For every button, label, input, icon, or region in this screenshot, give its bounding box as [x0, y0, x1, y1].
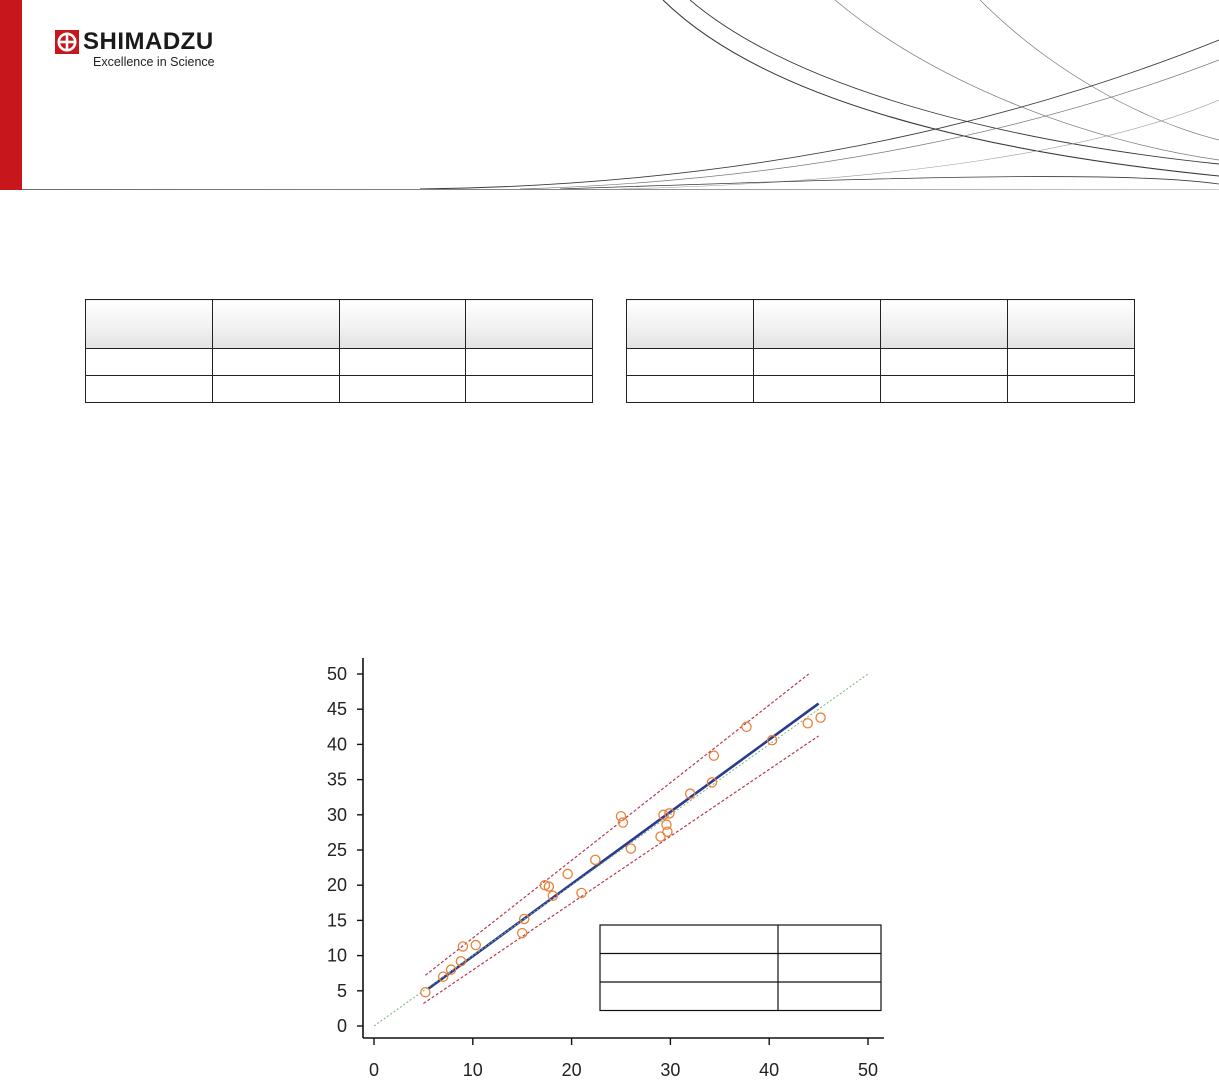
brand-tagline: Excellence in Science: [93, 55, 215, 69]
data-point: [816, 713, 825, 722]
y-tick-label: 10: [326, 945, 347, 966]
y-tick-label: 50: [326, 664, 347, 684]
y-tick-label: 30: [326, 804, 347, 825]
y-tick-label: 45: [326, 699, 347, 720]
x-tick-label: 30: [660, 1060, 681, 1080]
data-point: [626, 844, 635, 853]
data-point: [709, 751, 718, 760]
y-tick-label: 5: [336, 980, 347, 1001]
y-tick-label: 35: [326, 769, 347, 790]
x-tick-label: 50: [857, 1060, 879, 1080]
data-point: [616, 812, 625, 821]
data-point: [563, 869, 572, 878]
data-point: [591, 855, 600, 864]
x-tick-label: 40: [759, 1060, 780, 1080]
inset-stats-table: [600, 925, 881, 1011]
data-point: [421, 988, 430, 997]
brand-name: SHIMADZU: [83, 28, 214, 55]
y-tick-label: 15: [326, 910, 347, 931]
x-tick-label: 0: [368, 1060, 380, 1080]
y-tick-label: 25: [326, 840, 347, 860]
x-tick-label: 20: [561, 1060, 582, 1080]
y-tick-label: 0: [336, 1016, 347, 1036]
data-point: [471, 940, 480, 949]
data-point: [803, 719, 812, 728]
data-point: [663, 827, 672, 836]
data-point: [518, 928, 527, 937]
y-tick-label: 40: [326, 734, 347, 755]
data-point: [742, 722, 751, 731]
x-tick-label: 10: [462, 1060, 483, 1080]
y-tick-label: 20: [326, 875, 347, 896]
